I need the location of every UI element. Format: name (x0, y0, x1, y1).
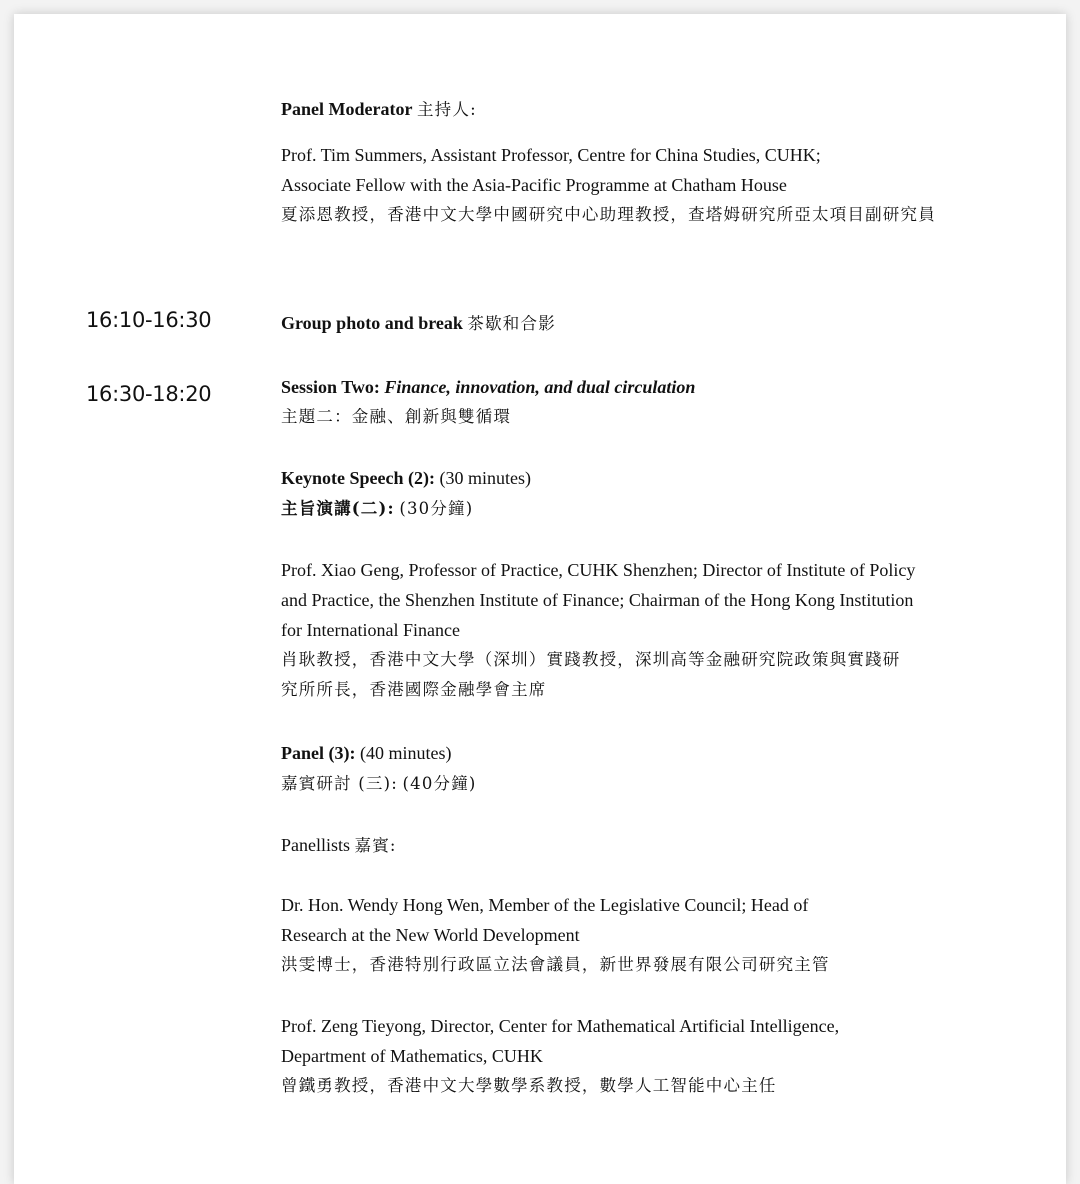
speaker-line-1: Prof. Xiao Geng, Professor of Practice, CUHK Shenzhen; Director of Institute of Policy (281, 560, 916, 580)
panel-section (281, 738, 1041, 799)
panellist-1-line-1: Dr. Hon. Wendy Hong Wen, Member of the Legislative Council; Head of (281, 895, 809, 915)
session2-title: Finance, innovation, and dual circulation (384, 377, 696, 397)
speaker-line-4: 肖耿教授，香港中文大學（深圳）實踐教授，深圳高等金融研究院政策與實踐研 (281, 650, 901, 669)
moderator-heading-zh: 主持人: (416, 100, 477, 119)
moderator-line-3: 夏添恩教授，香港中文大學中國研究中心助理教授，查塔姆研究所亞太項目副研究員 (281, 205, 936, 224)
break-title: Group photo and break (281, 313, 463, 333)
panel-duration: (40 minutes) (359, 743, 452, 763)
panellist-1 (281, 890, 1041, 980)
break-time: 16:10-16:30 (86, 308, 212, 332)
panellist-2-line-1: Prof. Zeng Tieyong, Director, Center for Mathematical Artificial Intelligence, (281, 1016, 840, 1036)
keynote-label-zh: 主旨演講(二): (281, 499, 395, 518)
panellist-2-line-2: Department of Mathematics, CUHK (281, 1046, 543, 1066)
keynote-speaker (281, 555, 1041, 705)
break-item (281, 308, 1041, 339)
panellist-2 (281, 1011, 1041, 1101)
session2-time: 16:30-18:20 (86, 382, 212, 406)
document-page (14, 14, 1066, 1184)
panellists-heading (281, 830, 1041, 861)
moderator-heading: Panel Moderator (281, 99, 413, 119)
speaker-line-3: for International Finance (281, 620, 460, 640)
session2-label: Session Two: (281, 377, 380, 397)
panellist-1-line-3: 洪雯博士，香港特別行政區立法會議員，新世界發展有限公司研究主管 (281, 955, 830, 974)
break-title-zh: 茶歇和合影 (467, 314, 556, 333)
session2-title-zh: 主題二：金融、創新與雙循環 (281, 407, 512, 426)
keynote-duration-zh: (30分鐘) (399, 499, 474, 518)
moderator-section (281, 94, 1041, 125)
session2-heading (281, 372, 1041, 432)
panellist-2-line-3: 曾鐵勇教授，香港中文大學數學系教授，數學人工智能中心主任 (281, 1076, 777, 1095)
keynote-label: Keynote Speech (2): (281, 468, 435, 488)
speaker-line-2: and Practice, the Shenzhen Institute of Finance; Chairman of the Hong Kong Institution (281, 590, 914, 610)
moderator-line-1: Prof. Tim Summers, Assistant Professor, Centre for China Studies, CUHK; (281, 145, 821, 165)
panel-duration-zh: (40分鐘) (402, 774, 477, 793)
moderator-line-2: Associate Fellow with the Asia-Pacific Programme at Chatham House (281, 175, 787, 195)
keynote-section (281, 463, 1041, 524)
panel-label-zh: 嘉賓研討 (三): (281, 774, 398, 793)
panel-label: Panel (3): (281, 743, 356, 763)
panellist-1-line-2: Research at the New World Development (281, 925, 580, 945)
keynote-duration: (30 minutes) (439, 468, 531, 488)
panellists-label-zh: 嘉賓: (354, 836, 397, 855)
moderator-info (281, 140, 1041, 230)
panellists-label: Panellists (281, 835, 351, 855)
speaker-line-5: 究所所長，香港國際金融學會主席 (281, 680, 547, 699)
